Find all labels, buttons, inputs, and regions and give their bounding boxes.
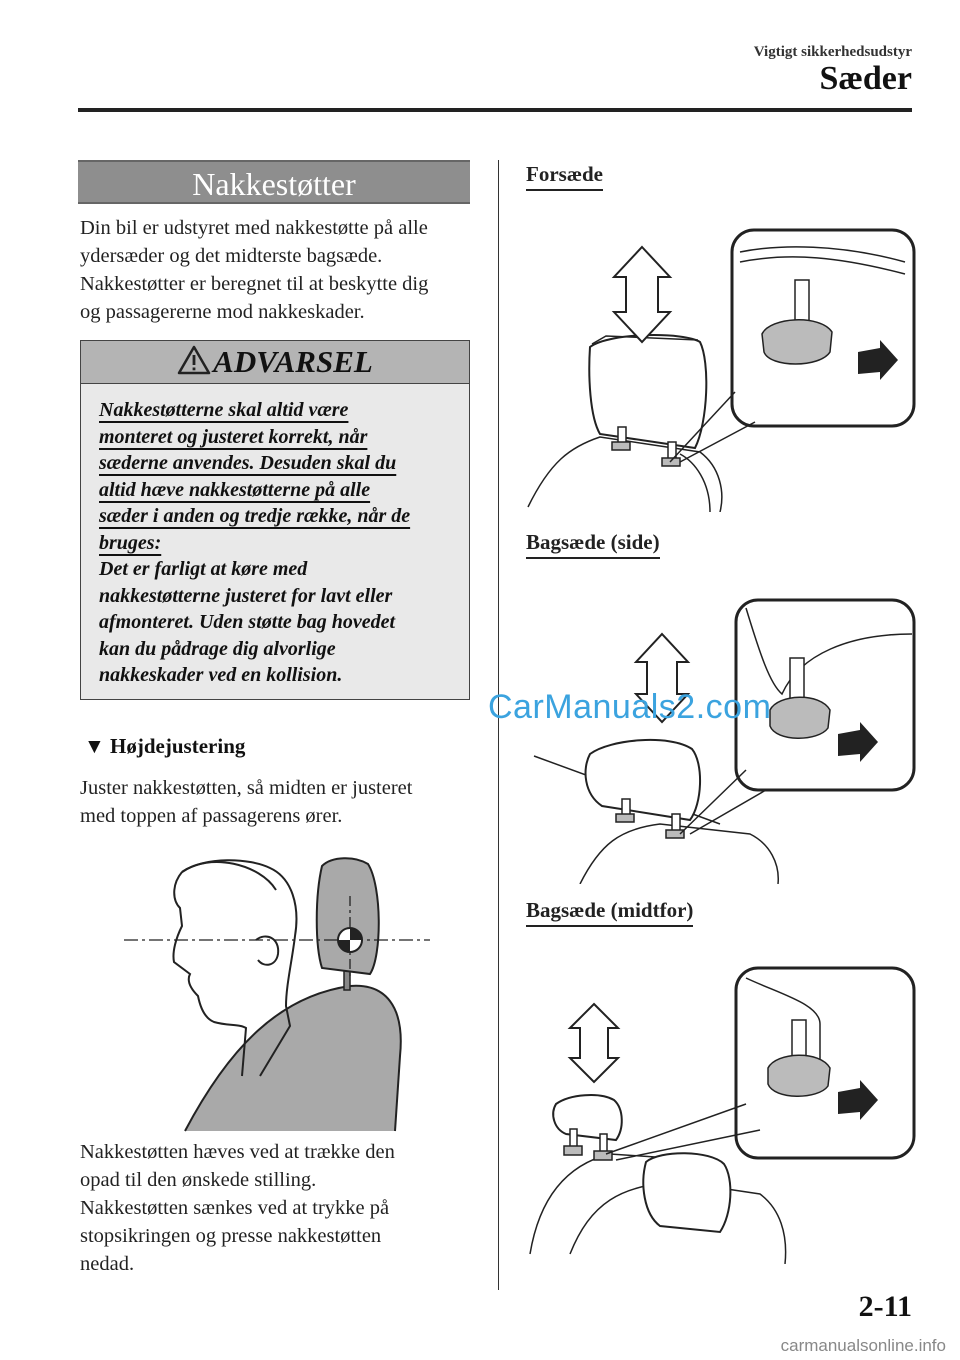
warning-box bbox=[80, 340, 470, 700]
section-title: Nakkestøtter bbox=[78, 160, 470, 204]
front-seat-headrest-illustration bbox=[520, 222, 920, 512]
intro-line: og passagererne mod nakkeskader. bbox=[80, 301, 365, 323]
intro-line: Din bil er udstyret med nakkestøtte på alle bbox=[80, 217, 428, 239]
warning-line: Det er farligt at køre med bbox=[99, 558, 308, 580]
subheading bbox=[84, 734, 245, 759]
warning-line: afmonteret. Uden støtte bag hovedet bbox=[99, 611, 396, 633]
warning-line: nakkestøtterne justeret for lavt eller bbox=[99, 584, 393, 607]
intro-line: ydersæder og det midterste bagsæde. bbox=[80, 245, 383, 267]
warning-line: altid hæve nakkestøtterne på alle bbox=[99, 478, 371, 501]
figure-label-front-seat: Forsæde bbox=[526, 162, 603, 191]
subheading-text: Højdejustering bbox=[110, 734, 246, 758]
header-rule bbox=[78, 108, 912, 112]
body-line: nedad. bbox=[80, 1253, 135, 1275]
warning-header bbox=[81, 341, 469, 384]
warning-line: bruges: bbox=[99, 531, 162, 554]
head-alignment-illustration bbox=[110, 856, 440, 1136]
watermark: CarManuals2.com bbox=[488, 688, 772, 726]
rear-center-headrest-illustration bbox=[520, 964, 920, 1264]
intro-line: Nakkestøtter er beregnet til at beskytte dig bbox=[80, 273, 429, 295]
warning-text bbox=[99, 397, 459, 689]
warning-line: nakkeskader ved en kollision. bbox=[99, 664, 343, 686]
page-number: 2-11 bbox=[858, 1290, 912, 1323]
warning-line: sæder i anden og tredje række, når de bbox=[99, 505, 411, 527]
triangle-down-icon: ▼ bbox=[84, 734, 105, 758]
figure-label-rear-center: Bagsæde (midtfor) bbox=[526, 898, 693, 927]
raise-lower-paragraph bbox=[80, 1138, 480, 1278]
chapter-title: Sæder bbox=[819, 60, 912, 97]
adjust-line: Juster nakkestøtten, så midten er justeret bbox=[80, 777, 413, 799]
warning-triangle-icon bbox=[177, 345, 211, 375]
adjust-paragraph bbox=[80, 774, 480, 830]
body-line: Nakkestøtten hæves ved at trække den bbox=[80, 1141, 395, 1163]
warning-line: Nakkestøtterne skal altid være bbox=[99, 399, 349, 421]
warning-title: ADVARSEL bbox=[213, 344, 373, 379]
body-line: stopsikringen og presse nakkestøtten bbox=[80, 1225, 382, 1247]
figure-label-rear-side: Bagsæde (side) bbox=[526, 530, 660, 559]
body-line: Nakkestøtten sænkes ved at trykke på bbox=[80, 1197, 390, 1219]
body-line: opad til den ønskede stilling. bbox=[80, 1169, 317, 1191]
adjust-line: med toppen af passagerens ører. bbox=[80, 805, 343, 827]
rear-side-headrest-illustration bbox=[520, 594, 920, 884]
warning-line: monteret og justeret korrekt, når bbox=[99, 425, 368, 448]
warning-line: kan du pådrage dig alvorlige bbox=[99, 637, 336, 660]
chapter-section-label: Vigtigt sikkerhedsudstyr bbox=[753, 44, 912, 60]
footer-watermark: carmanualsonline.info bbox=[780, 1336, 946, 1355]
intro-paragraph bbox=[80, 214, 480, 326]
warning-line: sæderne anvendes. Desuden skal du bbox=[99, 452, 397, 474]
